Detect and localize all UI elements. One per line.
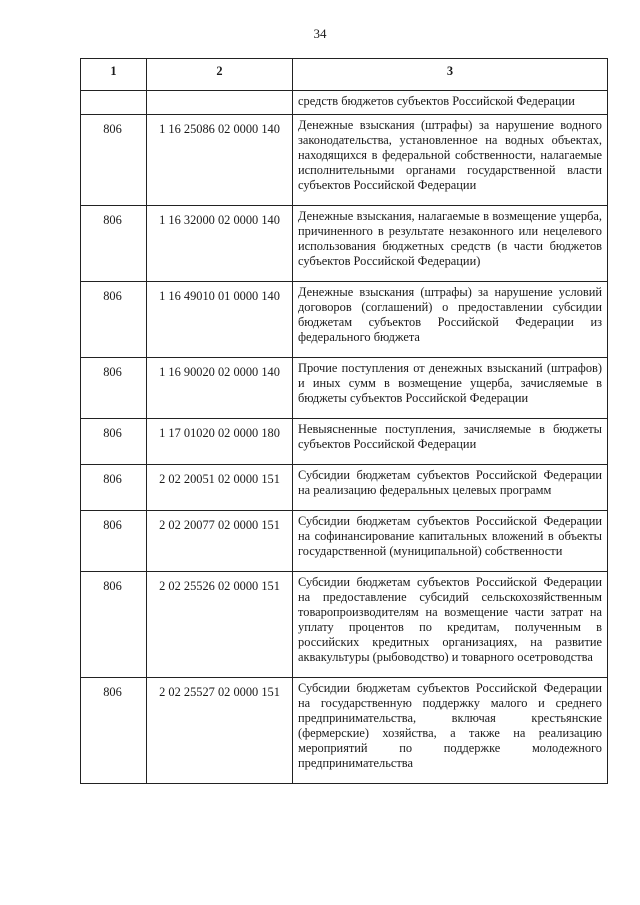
continuation-row: [81, 91, 608, 115]
table-row: [81, 358, 608, 419]
description-cell: Субсидии бюджетам субъектов Российской Федерации на государственную поддержку малого и среднего предпринимательства, включая крестьянские (фермерские) хозяйства, а также на реализацию мероприятий по поддержке молодежного предпринимательства: [293, 678, 608, 784]
description-cell: Денежные взыскания, налагаемые в возмещение ущерба, причиненного в результате незаконного или нецелевого использования бюджетных средств (в части бюджетов субъектов Российской Федерации): [293, 206, 608, 282]
budget-code-cell: 2 02 20051 02 0000 151: [147, 465, 293, 511]
budget-code-cell: 1 17 01020 02 0000 180: [147, 419, 293, 465]
budget-code-cell: 1 16 49010 01 0000 140: [147, 282, 293, 358]
description-cell: Субсидии бюджетам субъектов Российской Федерации на софинансирование капитальных вложений в объекты государственной (муниципальной) собственности: [293, 511, 608, 572]
continuation-text: средств бюджетов субъектов Российской Федерации: [293, 91, 608, 115]
admin-code-cell: 806: [81, 419, 147, 465]
table-row: [81, 206, 608, 282]
admin-code-cell: 806: [81, 282, 147, 358]
column-header-1: 1: [81, 59, 147, 91]
table-row: [81, 572, 608, 678]
budget-code-table: [80, 58, 608, 784]
description-cell: Денежные взыскания (штрафы) за нарушение водного законодательства, установленное на водных объектах, находящихся в федеральной собственности, налагаемые исполнительными органами государственной власти субъектов Российской Федерации: [293, 115, 608, 206]
table-row: [81, 282, 608, 358]
column-header-2: 2: [147, 59, 293, 91]
budget-code-cell: 2 02 25526 02 0000 151: [147, 572, 293, 678]
table-row: [81, 511, 608, 572]
admin-code-cell: 806: [81, 572, 147, 678]
description-cell: Прочие поступления от денежных взысканий (штрафов) и иных сумм в возмещение ущерба, зачисляемые в бюджеты субъектов Российской Федерации: [293, 358, 608, 419]
code-cell-empty: [147, 91, 293, 115]
admin-code-cell: 806: [81, 678, 147, 784]
table-row: [81, 419, 608, 465]
table-row: [81, 115, 608, 206]
table-row: [81, 465, 608, 511]
admin-code-cell: 806: [81, 206, 147, 282]
table-row: [81, 678, 608, 784]
description-cell: Субсидии бюджетам субъектов Российской Федерации на предоставление субсидий сельскохозяйственным товаропроизводителям на возмещение части затрат на уплату процентов по кредитам, полученным в российских кредитных организациях, на развитие аквакультуры (рыбоводство) и товарного осетроводства: [293, 572, 608, 678]
budget-code-cell: 1 16 32000 02 0000 140: [147, 206, 293, 282]
column-header-3: 3: [293, 59, 608, 91]
budget-code-cell: 2 02 20077 02 0000 151: [147, 511, 293, 572]
description-cell: Денежные взыскания (штрафы) за нарушение условий договоров (соглашений) о предоставлении субсидии бюджетам субъектов Российской Федерации из федерального бюджета: [293, 282, 608, 358]
admin-cell-empty: [81, 91, 147, 115]
table-header-row: [81, 59, 608, 91]
budget-code-cell: 1 16 25086 02 0000 140: [147, 115, 293, 206]
admin-code-cell: 806: [81, 511, 147, 572]
description-cell: Невыясненные поступления, зачисляемые в бюджеты субъектов Российской Федерации: [293, 419, 608, 465]
admin-code-cell: 806: [81, 115, 147, 206]
page-number: 34: [313, 26, 327, 41]
admin-code-cell: 806: [81, 358, 147, 419]
admin-code-cell: 806: [81, 465, 147, 511]
description-cell: Субсидии бюджетам субъектов Российской Федерации на реализацию федеральных целевых программ: [293, 465, 608, 511]
budget-code-cell: 1 16 90020 02 0000 140: [147, 358, 293, 419]
budget-code-cell: 2 02 25527 02 0000 151: [147, 678, 293, 784]
